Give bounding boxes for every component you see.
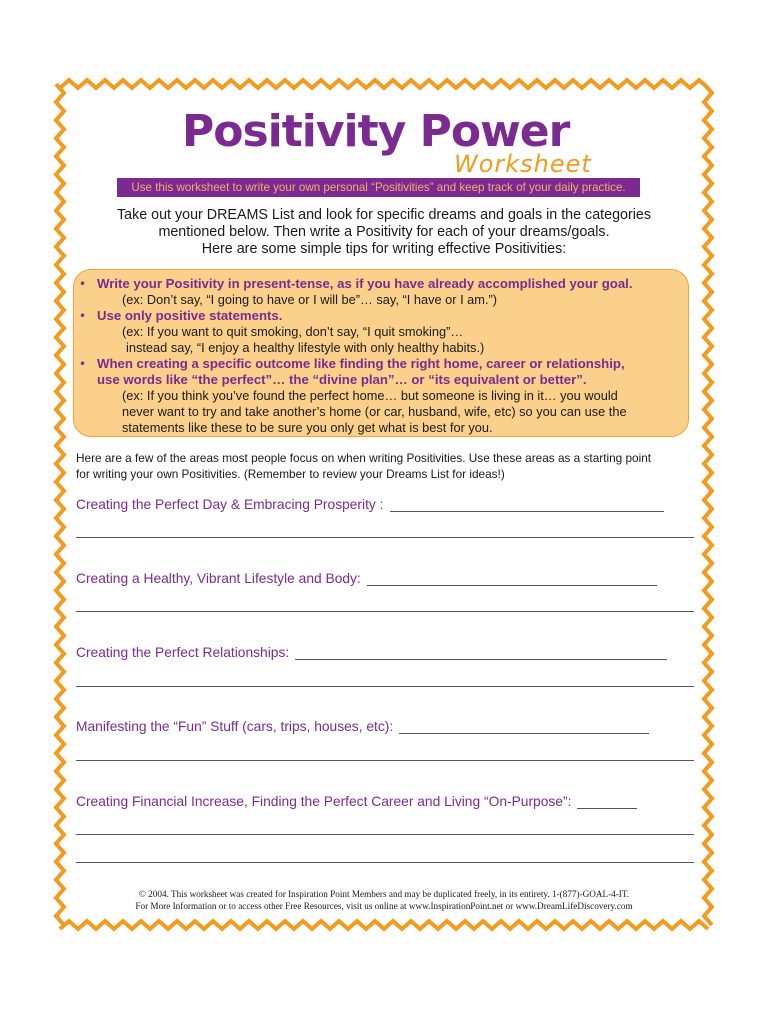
tip-example: (ex: Don’t say, “I going to have or I will be”… say, “I have or I am.”)	[122, 292, 498, 307]
bullet-icon: •	[79, 357, 87, 371]
tip-heading: use words like “the perfect”… the “divine plan”… or “its equivalent or better”.	[97, 372, 587, 387]
bullet-icon: •	[79, 309, 87, 323]
tip-heading: When creating a specific outcome like finding the right home, career or relationship,	[97, 356, 625, 371]
footer-line: © 2004. This worksheet was created for Inspiration Point Members and may be duplicated freely, in its entirety. 1-(877)-GOAL-4-IT.	[138, 889, 630, 899]
title-sub: Worksheet	[454, 150, 592, 178]
intro-line: mentioned below. Then write a Positivity for each of your dreams/goals.	[158, 224, 610, 240]
prompt-label: Creating the Perfect Day & Embracing Prosperity :	[76, 497, 384, 512]
answer-line[interactable]	[76, 537, 694, 538]
answer-line[interactable]	[367, 572, 657, 586]
answer-line[interactable]	[76, 611, 694, 612]
answer-line[interactable]	[577, 795, 637, 809]
worksheet-title	[182, 106, 592, 178]
answer-line[interactable]	[390, 498, 664, 512]
prompt-label: Manifesting the “Fun” Stuff (cars, trips, houses, etc):	[76, 719, 394, 734]
footer-line: For More Information or to access other Free Resources, visit us online at www.InspirationPoint.net or www.DreamLifeDiscovery.com	[135, 901, 633, 911]
tips-box	[73, 269, 689, 437]
areas-intro-line: for writing your own Positivities. (Remember to review your Dreams List for ideas!)	[76, 467, 505, 481]
tip-heading: Write your Positivity in present-tense, as if you have already accomplished your goal.	[97, 276, 633, 291]
prompt-fun-stuff	[76, 714, 649, 734]
answer-line[interactable]	[76, 862, 694, 863]
tip-example: instead say, “I enjoy a healthy lifestyle with only healthy habits.)	[126, 340, 485, 355]
tip-example: statements like these to be sure you only get what is best for you.	[122, 420, 493, 435]
intro-line: Here are some simple tips for writing effective Positivities:	[201, 241, 567, 257]
areas-intro	[76, 450, 696, 482]
prompt-financial	[76, 789, 637, 809]
prompt-label: Creating a Healthy, Vibrant Lifestyle and Body:	[76, 571, 361, 586]
prompt-lifestyle	[76, 566, 657, 586]
footer-copyright	[66, 888, 702, 912]
title-main: Positivity Power	[182, 106, 570, 157]
tip-example: (ex: If you think you’ve found the perfect home… but someone is living in it… you would	[122, 388, 618, 403]
areas-intro-line: Here are a few of the areas most people focus on when writing Positivities. Use these areas as a starting point	[76, 451, 652, 465]
prompt-label: Creating the Perfect Relationships:	[76, 645, 290, 660]
answer-line[interactable]	[76, 760, 694, 761]
prompt-prosperity	[76, 492, 664, 512]
prompt-relationships	[76, 640, 667, 660]
tip-example: (ex: If you want to quit smoking, don’t say, “I quit smoking”…	[122, 324, 464, 339]
intro-line: Take out your DREAMS List and look for specific dreams and goals in the categories	[116, 207, 652, 223]
answer-line[interactable]	[76, 834, 694, 835]
intro-text	[66, 207, 702, 258]
answer-line[interactable]	[295, 646, 667, 660]
bullet-icon: •	[79, 277, 87, 291]
tip-example: never want to try and take another’s home (or car, husband, wife, etc) so you can use the	[122, 404, 627, 419]
prompt-label: Creating Financial Increase, Finding the Perfect Career and Living “On-Purpose”:	[76, 794, 572, 809]
answer-line[interactable]	[399, 720, 649, 734]
answer-line[interactable]	[76, 686, 694, 687]
tip-heading: Use only positive statements.	[97, 308, 283, 323]
instruction-banner: Use this worksheet to write your own personal “Positivities” and keep track of your daily practice.	[117, 178, 640, 197]
